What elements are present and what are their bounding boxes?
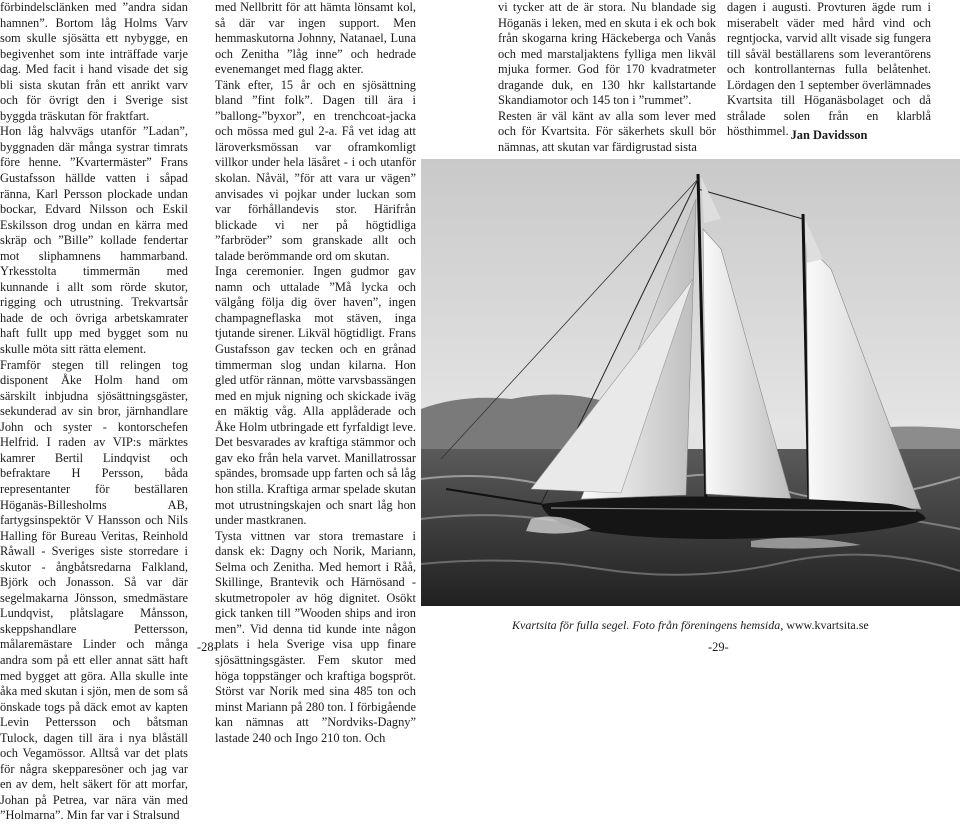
- article-column-4: dagen i augusti. Provturen ägde rum i miserabelt väder med hård vind och regntjocka, varvid allt visade sig fungera till såväl beställarens som leverantörens och kontrollanternas fulla belåtenhet. Lördagen den 1 september överlämnades Kvartsita till Höganäsbolaget och då strålade solen från en klarblå hösthimmel.: [727, 0, 931, 139]
- schooner-illustration: [421, 159, 960, 606]
- article-column-3: vi tycker att de är stora. Nu blandade sig Höganäs i leken, med en skuta i ek och bok från skogarna kring Häckeberga och Vanås och med marstaljaktens fylliga men likväl mjuka former. God för 170 kvadratmeter dragande duk, en 130 hkr kallstartande Skandiamotor och 145 ton i ”rummet”. Resten är väl känt av alla som lever med och för Kvartsita. För säkerhets skull bör nämnas, att skutan var färdigrustad sista: [498, 0, 716, 154]
- caption-url: www.kvartsita.se: [786, 618, 869, 632]
- article-column-2: med Nellbritt för att hämta lönsamt kol, så där var ingen support. Men hemmaskutorna Johnny, Natanael, Luna och Zenitha ”låg inne” och hedrade evenemanget med flagg akter. Tänk efter, 15 år och en sjösättning bland ”fint folk”. Dagen till ära i ”ballong-”byxor”, en trenchcoat-jacka och mössa med gul 2-a. Få vet idag att läroverksmössan var oframkomligt villkor under hela läsåret - i och utanför skolan. Nåväl, ”för att vara ur vägen” anvisades vi pojkar under luckan som var förhållandevis stor. Härifrån blickade vi ner på högtidliga ”farbröder” som granskade allt och talade berömmande ord om skutan. Inga ceremonier. Ingen gudmor gav namn och uttalade ”Må lycka och välgång följa dig över haven”, ingen champagneflaska mot stäven, inga tjutande sirener. Likväl högtidligt. Frans Gustafsson gav tecken och en grånad timmerman slog undan kilarna. Hon gled utför rännan, mötte varvsbassängen med en mjuk nigning och skickade iväg en mäktig våg. Alla applåderade och Åke Holm utbringade ett fyrfaldigt leve. Det besvarades av kraftiga stämmor och gav eko från hela varvet. Manillatrossar spändes, bromsade upp farten och så låg hon stilla. Kraftiga armar spelade skutan mot utrustningskajen och snart låg hon under mastkranen. Tysta vittnen var stora tremastare i dansk ek: Dagny och Norik, Mariann, Selma och Zenitha. Med hemort i Råå, Skillinge, Brantevik och Härnösand - skutmetropoler av hög dignitet. Osökt gick tanken till ”Wooden ships and iron men”. Vid denna tid kunde inte någon plats i hela Sverige visa upp finare sjösättningsgäster. Fem skutor med höga toppstänger och kraftiga bogspröt. Störst var Norik med sina 485 ton och minst Mariann på 280 ton. I förbigående kan nämnas att ”Nordviks-Dagny” lastade 240 och Ingo 210 ton. Och: [215, 0, 416, 745]
- schooner-photo: [421, 159, 960, 606]
- page-number-right: -29-: [708, 640, 729, 654]
- photo-caption: [512, 618, 952, 633]
- page-number-left: -28-: [197, 640, 218, 654]
- article-column-1: förbindelsclänken med ”andra sidan hamnen”. Bortom låg Holms Varv som skulle sjösätta ett nybygge, en begivenhet som inte inträffade varje dag. Med facit i hand visade det sig bli sista skutan från ett anrikt varv och för övrigt den i Sverige sist byggda träskutan för fraktfart. Hon låg halvvägs utanför ”Ladan”, byggnaden där många systrar timrats före henne. ”Kvartermäster” Frans Gustafsson hällde vatten i såpad ränna, Karl Persson plockade undan bockar, Edvard Nilsson och Eskil Eskilsson drog undan en kärra med skräp och ”Bille” kollade fendertar mot sliphamnens hammarband. Yrkesstolta timmermän med kunnande i allt som rörde skutor, rigging och utrustning. Trekvartsår hade de och övriga arbetskamrater haft fullt upp med bygget som nu skulle möta sitt rätta element. Framför stegen till relingen tog disponent Åke Holm hand om särskilt inbjudna sjösättningsgäster, sekunderad av sin bror, järnhandlare John och syster - kontorschefen Helfrid. I raden av VIP:s märktes kamrer Bertil Lindqvist och befraktare H Persson, båda representanter för beställaren Höganäs-Billesholms AB, fartygsinspektör V Hansson och Nils Halling för Bureau Veritas, Reinhold Råwall - Sveriges siste storredare i skutor - ångbåtsredarna Falkland, Björk och Jonasson. Så var där segelmakarna Jönsson, smedmästare Lundqvist, plåtslagare Månsson, skeppshandlare Pettersson, målaremästare Linder och många andra som på ett eller annat sätt haft med bygget att göra. Alla skulle inte åka med skutan i sjön, men de som så önskade togs på däck emot av kapten Levin Pettersson och båtsman Tulock, dagen till ära i nya blåställ och Vegamössor. Alltså var det plats för några skepparesöner och jag var en av dem, helt säkert för att morfar, Johan på Petrea, var nära vän med ”Holmarna”. Min far var i Stralsund: [0, 0, 188, 823]
- author-signature: Jan Davidsson: [790, 128, 868, 142]
- caption-text: Kvartsita för fulla segel. Foto från föreningens hemsida,: [512, 618, 787, 632]
